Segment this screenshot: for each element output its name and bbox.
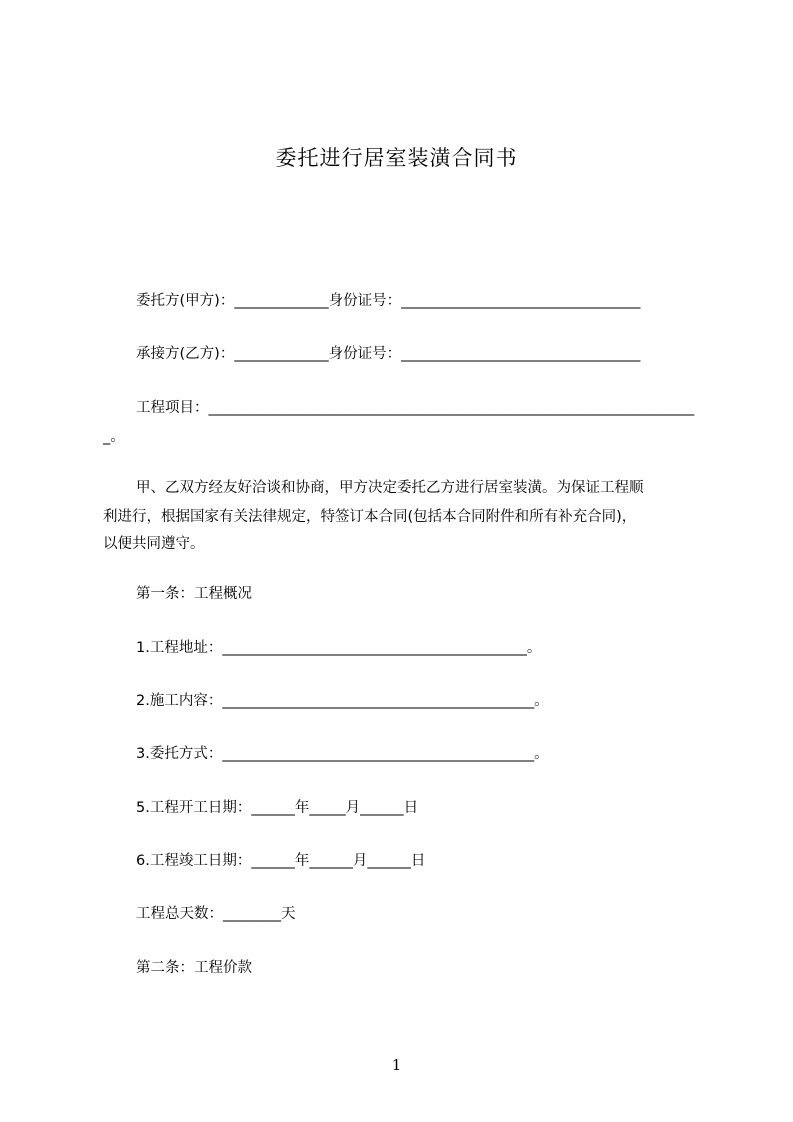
intro-line-1: 甲、乙双方经友好洽谈和协商，甲方决定委托乙方进行居室装潢。为保证工程顺 — [136, 480, 644, 496]
party-a-line: 委托方(甲方)：_____________身份证号：_________________________________ — [136, 293, 641, 309]
intro-line-2: 利进行，根据国家有关法律规定，特签订本合同(包括本合同附件和所有补充合同)， — [103, 509, 637, 525]
item-6-end-date: 6.工程竣工日期：______年______月______日 — [136, 853, 426, 869]
item-1-address: 1.工程地址：__________________________________________。 — [136, 640, 542, 656]
project-line-1: 工程项目：___________________________________________________________________ — [136, 400, 695, 416]
article-2-heading: 第二条：工程价款 — [136, 960, 252, 976]
item-5-start-date: 5.工程开工日期：______年_____月______日 — [136, 800, 419, 816]
party-b-line: 承接方(乙方)：_____________身份证号：_________________________________ — [136, 346, 641, 362]
document-title: 委托进行居室装潢合同书 — [275, 146, 518, 170]
intro-line-3: 以便共同遵守。 — [103, 536, 205, 552]
article-1-heading: 第一条：工程概况 — [136, 586, 252, 602]
item-3-method: 3.委托方式：___________________________________________。 — [136, 746, 549, 762]
page-number: 1 — [391, 1056, 402, 1074]
item-2-content: 2.施工内容：___________________________________________。 — [136, 693, 549, 709]
project-line-2: _。 — [103, 429, 125, 445]
total-days-line: 工程总天数：________天 — [136, 906, 296, 922]
